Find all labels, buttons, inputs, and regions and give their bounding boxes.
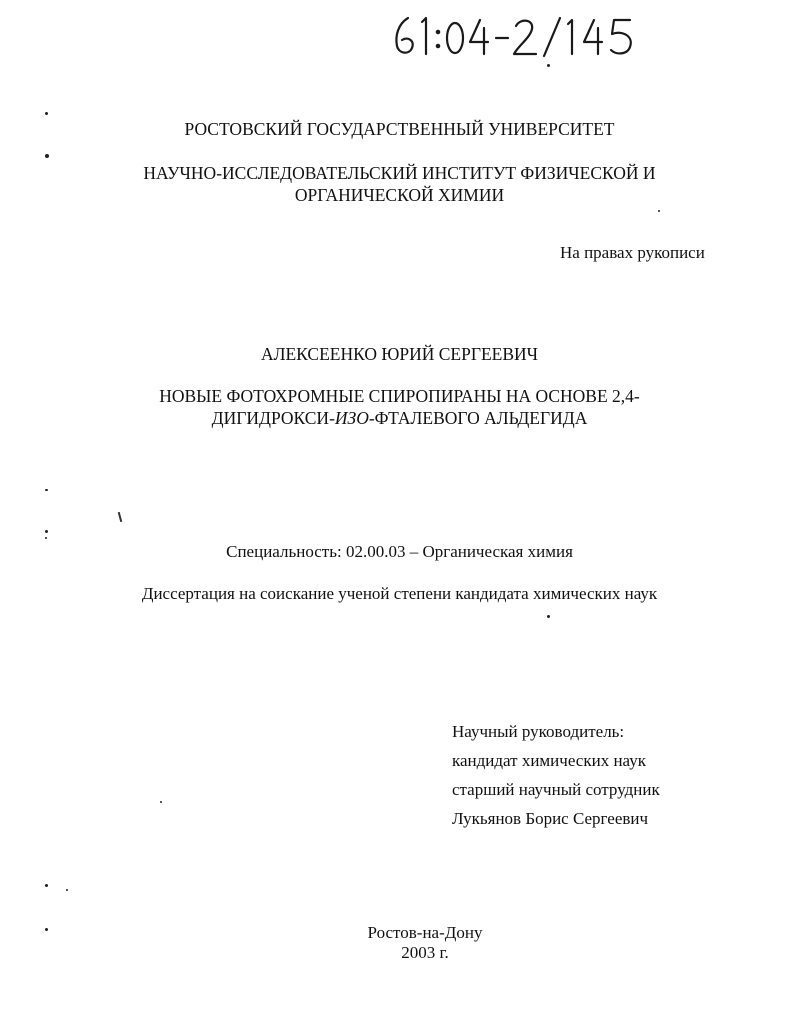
city: Ростов-на-Дону bbox=[367, 923, 483, 942]
scan-speck bbox=[45, 112, 48, 115]
scan-speck bbox=[45, 537, 47, 539]
institute-name-line2: ОРГАНИЧЕСКОЙ ХИМИИ bbox=[294, 185, 505, 205]
year: 2003 г. bbox=[401, 943, 449, 962]
scan-speck bbox=[45, 154, 49, 158]
dissertation-title-line2 bbox=[0, 407, 799, 429]
adviser-position: старший научный сотрудник bbox=[452, 780, 660, 799]
university-name: РОСТОВСКИЙ ГОСУДАРСТВЕННЫЙ УНИВЕРСИТЕТ bbox=[184, 119, 615, 139]
scan-speck bbox=[547, 615, 550, 618]
adviser-heading: Научный руководитель: bbox=[452, 722, 625, 741]
scan-speck bbox=[658, 210, 660, 212]
scan-speck bbox=[45, 530, 48, 533]
adviser-degree: кандидат химических наук bbox=[452, 751, 646, 770]
dissertation-degree: Диссертация на соискание ученой степени кандидата химических наук bbox=[141, 584, 658, 603]
handwritten-catalog-number bbox=[392, 14, 642, 58]
manuscript-rights: На правах рукописи bbox=[560, 243, 705, 262]
scan-speck bbox=[160, 801, 162, 803]
scan-speck bbox=[45, 928, 48, 931]
scan-speck bbox=[45, 489, 48, 491]
specialty: Специальность: 02.00.03 – Органическая химия bbox=[226, 542, 573, 561]
adviser-name: Лукьянов Борис Сергеевич bbox=[452, 809, 649, 828]
author-name: АЛЕКСЕЕНКО ЮРИЙ СЕРГЕЕВИЧ bbox=[260, 344, 539, 364]
title-line2-italic: ИЗО bbox=[334, 408, 369, 428]
institute-name-line1: НАУЧНО-ИССЛЕДОВАТЕЛЬСКИЙ ИНСТИТУТ ФИЗИЧЕСКОЙ И bbox=[143, 163, 656, 183]
scan-mark bbox=[118, 512, 123, 522]
scan-speck bbox=[45, 884, 48, 887]
scan-speck bbox=[547, 64, 550, 67]
scan-speck bbox=[66, 889, 68, 891]
title-line2-suffix: -ФТАЛЕВОГО АЛЬДЕГИДА bbox=[368, 408, 588, 428]
dissertation-title-line1: НОВЫЕ ФОТОХРОМНЫЕ СПИРОПИРАНЫ НА ОСНОВЕ 2,4- bbox=[159, 386, 640, 406]
title-line2-prefix: ДИГИДРОКСИ- bbox=[211, 408, 335, 428]
scientific-adviser-block bbox=[452, 722, 660, 838]
handwritten-number-text: 61:04-2/145 bbox=[392, 14, 397, 15]
